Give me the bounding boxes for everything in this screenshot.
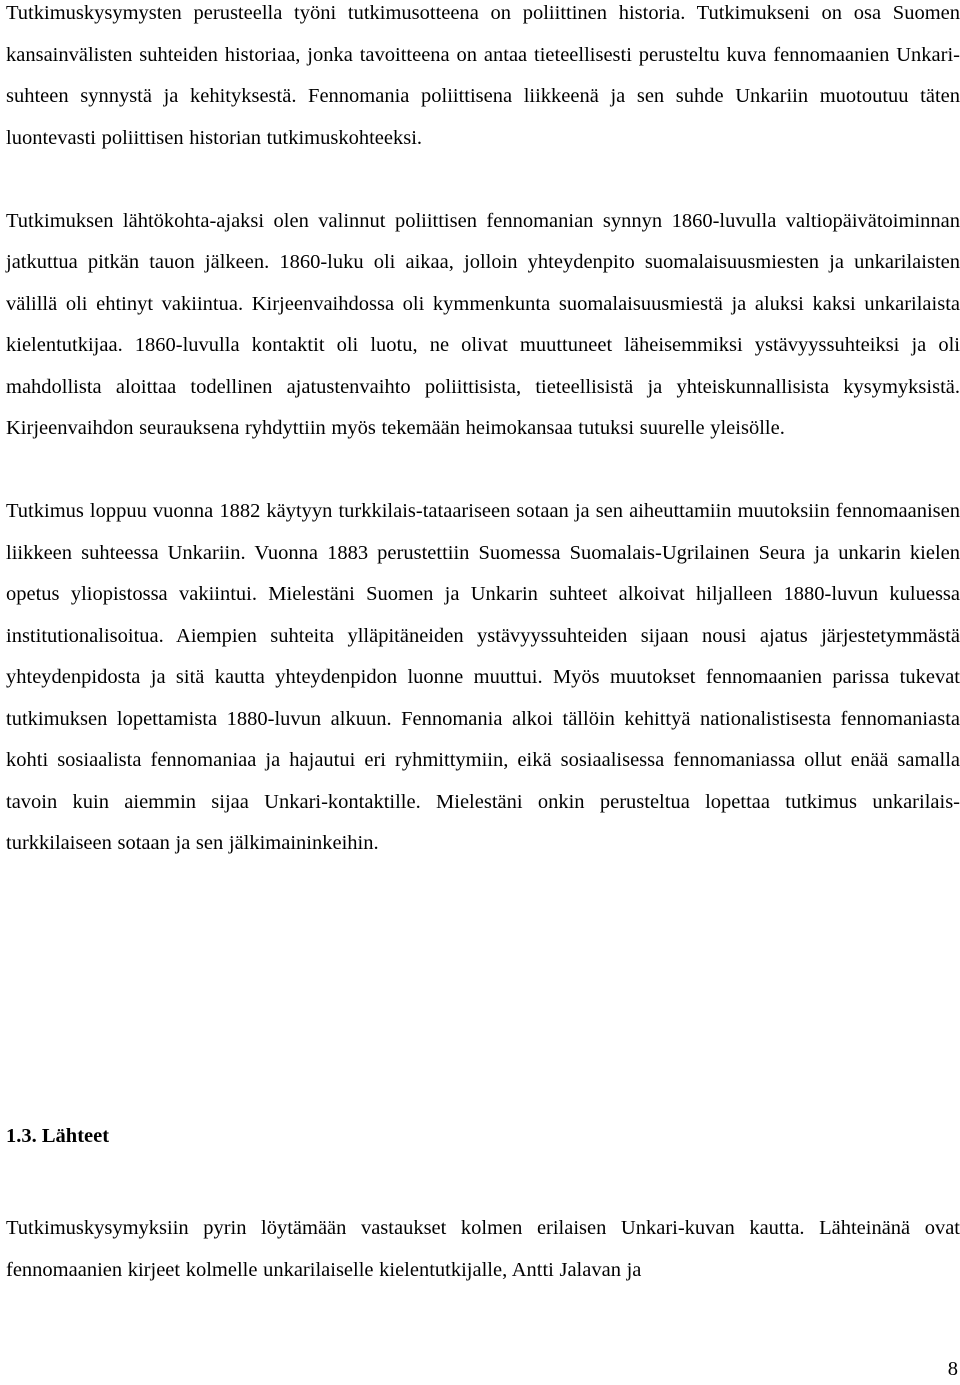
body-paragraph-3: Tutkimus loppuu vuonna 1882 käytyyn turkkilais-tataariseen sotaan ja sen aiheuttamiin muutoksiin fennomaanisen liikkeen suhteessa Unkariin. Vuonna 1883 perustettiin Suomessa Suomalais-Ugrilainen Seura ja unkarin kielen opetus yliopistossa vakiintui. Mielestäni Suomen ja Unkarin suhteet alkoivat hiljalleen 1880-luvun kuluessa institutionalisoitua. Aiempien suhteita ylläpitäneiden ystävyyssuhteiden sijaan nousi ajatus järjestetymmästä yhteydenpidosta ja sitä kautta yhteydenpidon luonne muuttui. Myös muutokset fennomaanien parissa tukevat tutkimuksen lopettamista 1880-luvun alkuun. Fennomania alkoi tällöin kehittyä nationalistisesta fennomaniasta kohti sosiaalista fennomaniaa ja hajautui eri ryhmittymiin, eikä sosiaalisessa fennomaniassa ollut enää samalla tavoin kuin aiemmin sijaa Unkari-kontaktille. Mielestäni onkin perusteltua lopettaa tutkimus unkarilais-turkkilaiseen sotaan ja sen jälkimaininkeihin. [6,500,960,854]
document-page [6,0,960,1281]
body-paragraph-1: Tutkimuskysymysten perusteella työni tutkimusotteena on poliittinen historia. Tutkimukseni on osa Suomen kansainvälisten suhteiden historiaa, jonka tavoitteena on antaa tieteellisesti perusteltu kuva fennomaanien Unkari-suhteen synnystä ja kehityksestä. Fennomania poliittisena liikkeenä ja sen suhde Unkariin muotoutuu täten luontevasti poliittisen historian tutkimuskohteeksi. [6,2,960,149]
page-number: 8 [947,1358,958,1380]
section-paragraph: Tutkimuskysymyksiin pyrin löytämään vastaukset kolmen erilaisen Unkari-kuvan kautta. Lähteinänä ovat fennomaanien kirjeet kolmelle unkarilaiselle kielentutkijalle, Antti Jalavan ja [6,1217,960,1281]
section-heading: 1.3. Lähteet [6,1125,110,1147]
body-paragraph-2: Tutkimuksen lähtökohta-ajaksi olen valinnut poliittisen fennomanian synnyn 1860-luvulla valtiopäivätoiminnan jatkuttua pitkän tauon jälkeen. 1860-luku oli aikaa, jolloin yhteydenpito suomalaisuusmiesten ja unkarilaisten välillä oli ehtinyt vakiintua. Kirjeenvaihdossa oli kymmenkunta suomalaisuusmiestä ja aluksi kaksi unkarilaista kielentutkijaa. 1860-luvulla kontaktit oli luotu, ne olivat muuttuneet läheisemmiksi ystävyyssuhteiksi ja oli mahdollista aloittaa todellinen ajatustenvaihto poliittisista, tieteellisistä ja yhteiskunnallisista kysymyksistä. Kirjeenvaihdon seurauksena ryhdyttiin myös tekemään heimokansaa tutuksi suurelle yleisölle. [6,209,960,439]
